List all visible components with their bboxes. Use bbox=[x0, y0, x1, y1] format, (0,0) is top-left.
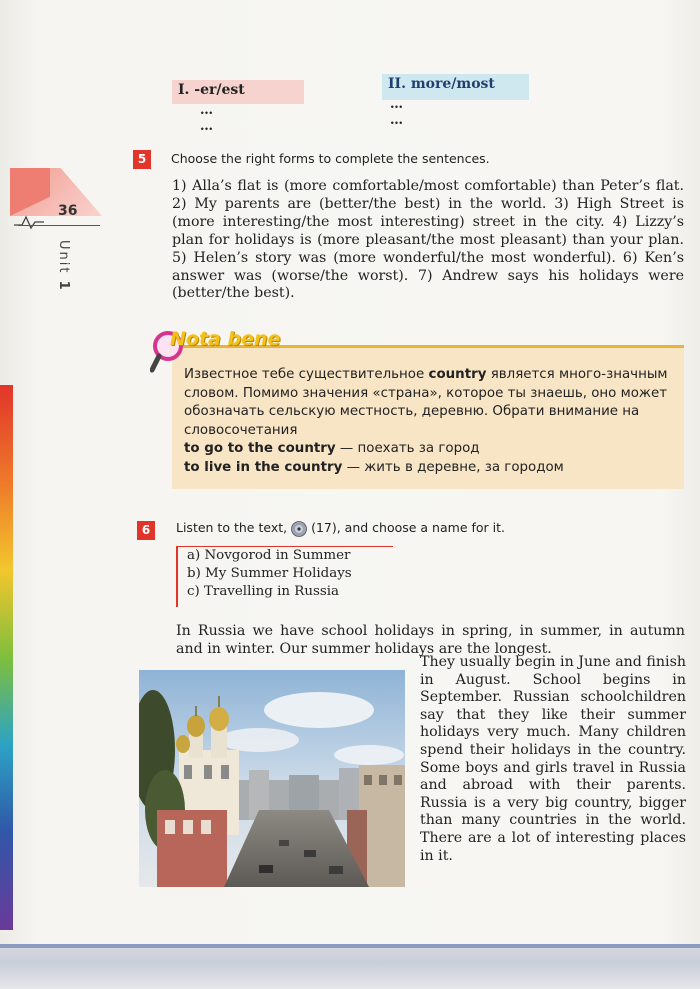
nota-bene-keyword: country bbox=[428, 367, 487, 382]
placeholder-dots: … bbox=[200, 119, 213, 134]
exercise-5-text: 1) Alla’s flat is (more comfortable/most comfortable) than Peter’s flat. 2) My parents are (better/the best) in the world. 3) High Street is (more interesting/the most interesting) street in the city. 4) Lizzy’s plan for holidays is (more pleasant/the most pleasant) than your plan. 5) Helen’s story was (more wonderful/the most wonderful). 6) Ken’s answer was (worse/the worst). 7) Andrew says his holidays were (better/the best). bbox=[172, 178, 684, 302]
city-photo bbox=[139, 670, 405, 887]
column-head-more-most: II. more/most bbox=[382, 74, 529, 100]
placeholder-dots: … bbox=[390, 97, 403, 112]
nota-bene-title: Nota bene bbox=[170, 328, 281, 350]
placeholder-dots: … bbox=[390, 113, 403, 128]
rainbow-stripe bbox=[0, 385, 13, 930]
audio-disc-icon[interactable] bbox=[291, 521, 307, 537]
option-b[interactable]: b) My Summer Holidays bbox=[187, 566, 352, 582]
page-number-rule bbox=[18, 225, 100, 226]
unit-label bbox=[56, 240, 71, 292]
exercise-6-instruction-end: (17), and choose a name for it. bbox=[311, 520, 505, 535]
column2-placeholder bbox=[390, 97, 403, 129]
phrase-go-to-country-translation: — поехать за город bbox=[335, 441, 480, 457]
page-bottom-band bbox=[0, 944, 700, 989]
exercise-6-number: 6 bbox=[137, 521, 155, 540]
exercise-5-instruction: Choose the right forms to complete the sentences. bbox=[171, 151, 490, 166]
answer-options bbox=[176, 546, 393, 607]
phrase-live-in-country: to live in the country bbox=[184, 459, 343, 475]
reading-paragraph-intro: In Russia we have school holidays in spring, in summer, in autumn and in winter. Our summer holidays are the longest. bbox=[176, 623, 685, 657]
placeholder-dots: … bbox=[200, 103, 213, 118]
column1-placeholder bbox=[200, 103, 213, 135]
unit-number: 1 bbox=[56, 280, 71, 292]
unit-word: Unit bbox=[56, 240, 71, 275]
exercise-6-instruction-start: Listen to the text, bbox=[176, 520, 288, 535]
city-photo-image bbox=[139, 670, 405, 887]
reading-paragraph-main: They usually begin in June and finish in August. School begins in September. Russian schoolchildren say that they like their summer holidays very much. Many children spend their holidays in the country. Some boys and girls travel in Russia and abroad with their parents. Russia is a very big country, bigger than many countries in the world. There are a lot of interesting places in it. bbox=[420, 654, 686, 864]
nota-bene-intro: Известное тебе существительное bbox=[184, 367, 429, 382]
phrase-live-in-country-translation: — жить в деревне, за городом bbox=[342, 459, 564, 475]
nota-bene-explanation: является много-значным словом. Помимо значения «страна», которое ты знаешь, оно может обозначать сельскую местность, деревню. Обрати внимание на словосочетания bbox=[184, 367, 668, 438]
column-head-er-est: I. -er/est bbox=[172, 80, 304, 104]
zigzag-icon bbox=[14, 214, 44, 230]
page-number: 36 bbox=[58, 203, 78, 219]
nota-bene-text bbox=[184, 366, 674, 478]
option-a[interactable]: a) Novgorod in Summer bbox=[187, 548, 351, 563]
option-c[interactable]: c) Travelling in Russia bbox=[187, 584, 339, 600]
exercise-5-number: 5 bbox=[133, 150, 151, 169]
exercise-6-instruction bbox=[176, 520, 505, 537]
page-bottom-edge bbox=[0, 944, 700, 948]
phrase-go-to-country: to go to the country bbox=[184, 441, 336, 457]
